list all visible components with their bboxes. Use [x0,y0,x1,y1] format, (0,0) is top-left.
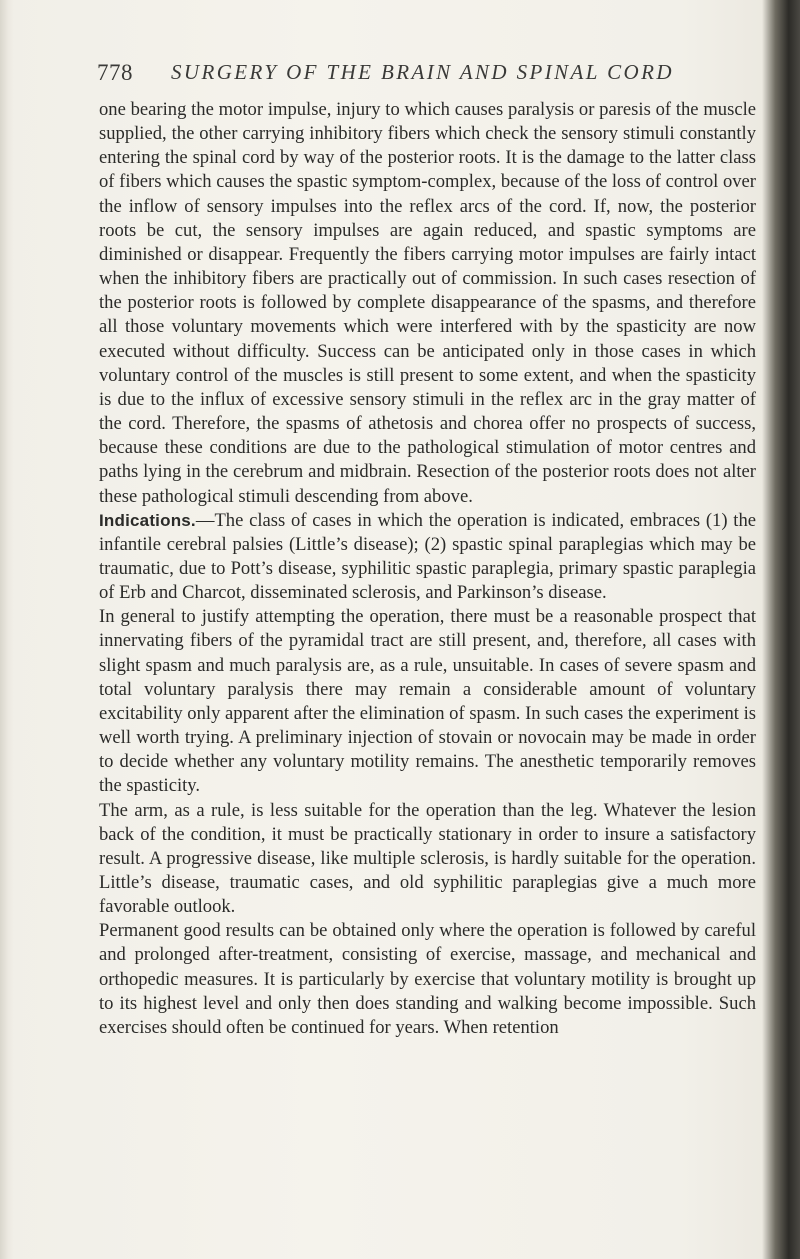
paragraph-text: Permanent good results can be obtained only where the operation is followed by careful and prolonged after-treatment, consisting of exercise, massage, and mechanical and orthopedic measures. It is particularly by exercise that voluntary motility is brought up to its highest level and only then does standing and walking become impossible. Such exercises should often be continued for years. When retention [99,920,756,1038]
paragraph-text: The arm, as a rule, is less suitable for the operation than the leg. Whatever the lesion back of the condition, it must be practically stationary in order to insure a satisfactory result. A progressive disease, like multiple sclerosis, is hardly suitable for the operation. Little’s disease, traumatic cases, and old syphilitic paraplegias give a much more favorable outlook. [99,799,756,918]
book-spine-shadow [762,0,800,1259]
paragraph-arm [99,799,756,920]
page-number: 778 [97,60,133,85]
page-header [97,60,757,94]
paragraph-text: In general to justify attempting the operation, there must be a reasonable prospect that innervating fibers of the pyramidal tract are still present, and, therefore, all cases with slight spasm and much paralysis are, as a rule, unsuitable. In cases of severe spasm and total voluntary paralysis there may remain a considerable amount of voluntary excitability only apparent after the elimination of spasm. In such cases the experiment is well worth trying. A preliminary injection of stovain or novocain may be made in order to decide whether any voluntary motility remains. The anesthetic temporarily removes the spasticity. [99,606,756,797]
running-head: SURGERY OF THE BRAIN AND SPINAL CORD [171,60,674,84]
body-text [99,98,756,1040]
paragraph-text: one bearing the motor impulse, injury to which causes paralysis or paresis of the muscle supplied, the other carrying inhibitory fibers which check the sensory stimuli constantly entering the spinal cord by way of the posterior roots. It is the damage to the latter class of fibers which causes the spastic symptom-complex, because of the loss of control over the inflow of sensory impulses into the reflex arcs of the cord. If, now, the posterior roots be cut, the sensory impulses are again reduced, and spastic symptoms are diminished or disappear. Frequently the fibers carrying motor impulses are fairly intact when the inhibitory fibers are practically out of commission. In such cases resection of the posterior roots is followed by complete disappearance of the spasms, and therefore all those voluntary movements which were interfered with by the spasticity are now executed without difficulty. Success can be anticipated only in those cases in which voluntary control of the muscles is still present to some extent, and when the spasticity is due to the influx of excessive sensory stimuli in the reflex arc in the gray matter of the cord. Therefore, the spasms of athetosis and chorea offer no prospects of success, because these conditions are due to the pathological stimulation of motor centres and paths lying in the cerebrum and midbrain. Resection of the posterior roots does not alter these pathological stimuli descending from above. [99,99,756,507]
page-left-edge [0,0,14,1259]
paragraph-general [99,605,756,798]
paragraph-permanent-results [99,919,756,1040]
paragraph-indications [99,509,756,606]
paragraph-text: —The class of cases in which the operation is indicated, embraces (1) the infantile cerebral palsies (Little’s disease); (2) spastic spinal paraplegias which may be traumatic, due to Pott’s disease, syphilitic spastic paraplegia, primary spastic paraplegia of Erb and Charcot, disseminated sclerosis, and Parkinson’s disease. [99,509,756,604]
paragraph-continuation [99,98,756,509]
section-heading-indications: Indications. [99,510,196,530]
